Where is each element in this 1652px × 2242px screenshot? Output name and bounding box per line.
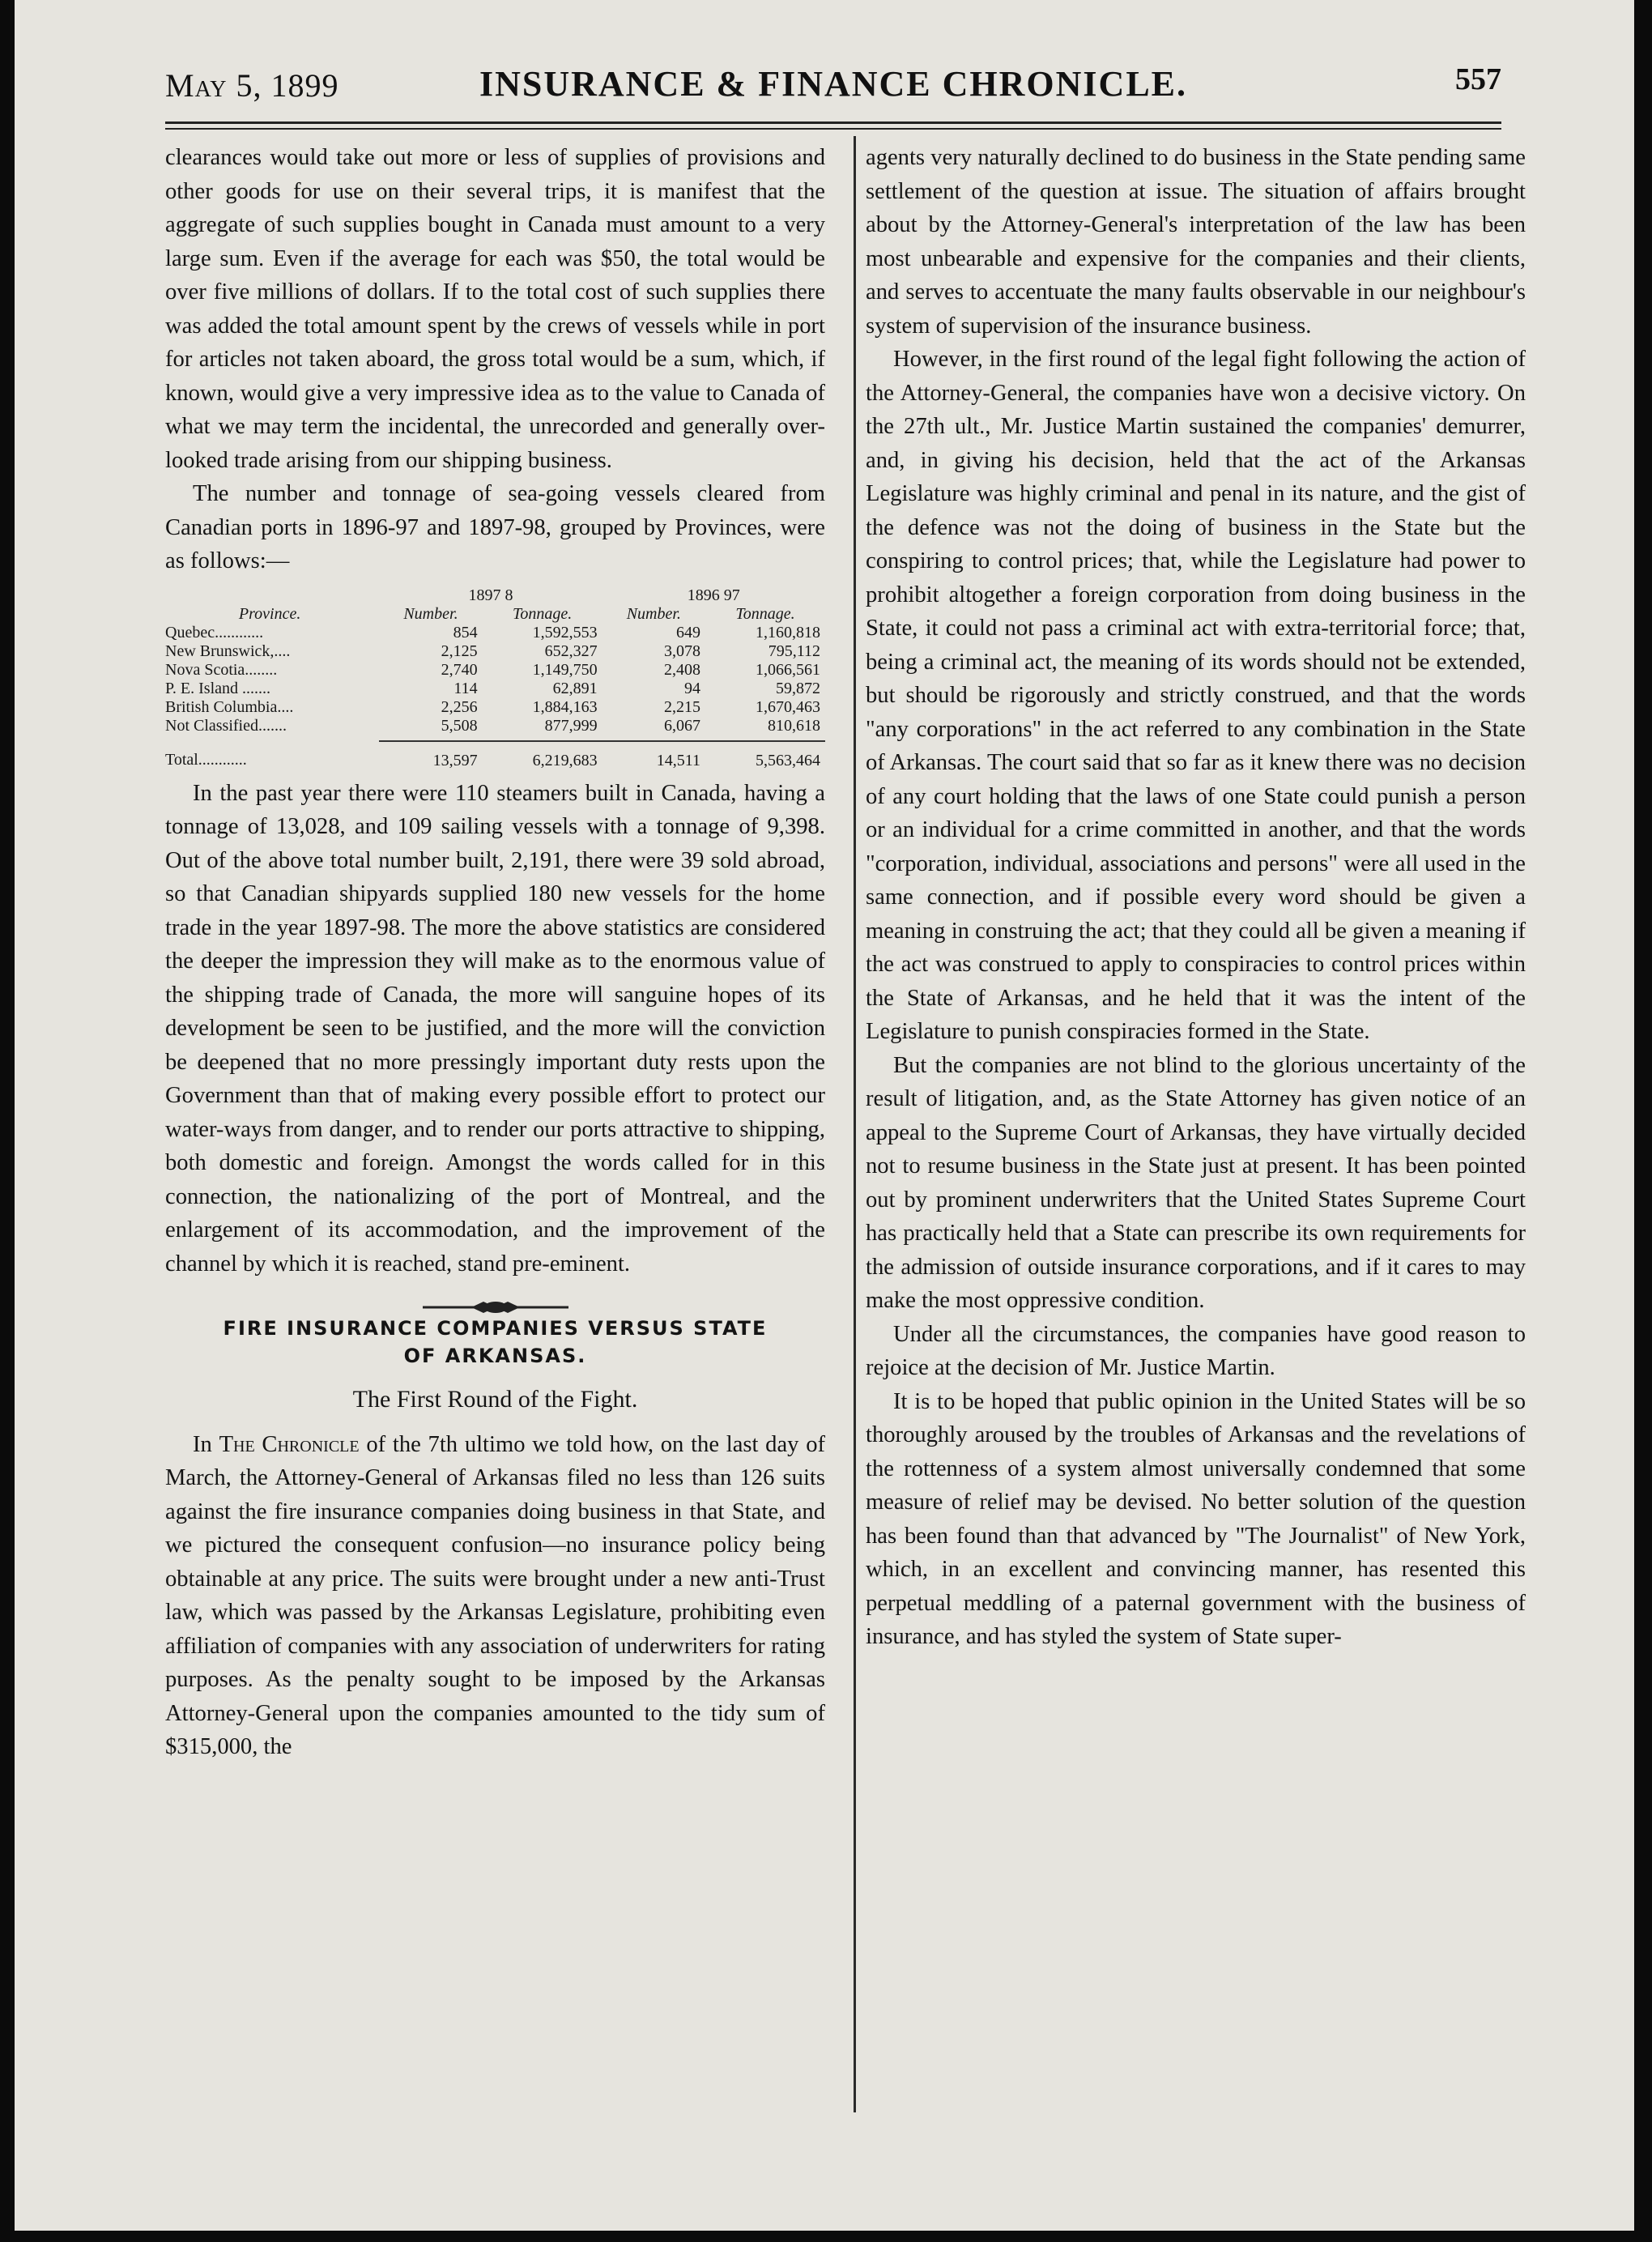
issue-date: May 5, 1899 — [165, 67, 339, 104]
table-header-number: Number. — [403, 604, 458, 623]
table-header-province: Province. — [238, 604, 301, 623]
table-header-number: Number. — [626, 604, 681, 623]
section-ornament-icon — [165, 1292, 825, 1308]
article-heading-line-1: FIRE INSURANCE COMPANIES VERSUS STATE — [223, 1317, 768, 1340]
right-paragraph-4: Under all the circumstances, the companies have good reason to rejoice at the decision of Mr. Justice Martin. — [866, 1321, 1526, 1380]
table-row: Nova Scotia........ 2,740 1,149,750 2,408 1,066,561 — [165, 660, 820, 679]
left-paragraph-2: The number and tonnage of sea-going vessels cleared from Canadian ports in 1896-97 and 1897-98, grouped by Provinces, were as follows:— — [165, 481, 825, 573]
table-row: Quebec............ 854 1,592,553 649 1,160,818 — [165, 623, 820, 641]
article-subheading: The First Round of the Fight. — [352, 1386, 638, 1413]
table-header-tonnage: Tonnage. — [735, 604, 795, 623]
publication-title: INSURANCE & FINANCE CHRONICLE. — [479, 64, 1188, 104]
header-rule-thin — [165, 128, 1501, 130]
left-column — [165, 141, 825, 1764]
table-row: P. E. Island ....... 114 62,891 94 59,872 — [165, 679, 820, 697]
page-number: 557 — [1455, 62, 1501, 96]
page-header — [165, 42, 1501, 115]
table-row: British Columbia.... 2,256 1,884,163 2,215 1,670,463 — [165, 697, 820, 716]
table-row: New Brunswick,.... 2,125 652,327 3,078 795,112 — [165, 641, 820, 660]
table-year-1897-98: 1897 8 — [468, 586, 513, 604]
table-header-tonnage: Tonnage. — [513, 604, 573, 623]
left-paragraph-3: In the past year there were 110 steamers built in Canada, having a tonnage of 13,028, and 109 sailing vessels with a tonnage of 9,398. Out of the above total number built, 2,191, there were 39 sold abroad, so that Canadian shipyards supplied 180 new vessels for the home trade in the year 1897-98. The more the above statistics are considered the deeper the impression they will make as to the enormous value of the shipping trade of Canada, the more will sanguine hopes of its development be seen to be justified, and the more will the conviction be deepened that no more pressingly important duty rests upon the Government than that of making every possible effort to protect our water-ways from danger, and to render our ports attractive to shipping, both domestic and foreign. Amongst the words called for in this connection, the nationalizing of the port of Montreal, and the enlargement of its accommodation, and the improvement of the channel by which it is reached, stand pre-eminent. — [165, 780, 825, 1277]
right-paragraph-2: However, in the first round of the legal fight following the action of the Attorney-General, the companies have won a decisive victory. On the 27th ult., Mr. Justice Martin sustained the companies' demurrer, and, in giving his decision, held that the act of the Arkansas Legislature was highly criminal and penal in its nature, and the gist of the defence was not the doing of business in the State but the conspiring to control prices; that, while the Legislature had power to prohibit altogether a foreign corporation from doing business in the State, it could not pass a criminal act with extra-territorial force; that, being a criminal act, the meaning of its words should not be extended, but should be rigorously and strictly construed, and that the words "any corporations" in the act referred to any combination in the State of Arkansas. The court said that so far as it knew there was no decision of any court holding that the laws of one State could punish a person or an individual for a crime committed in another, and that the words "corporation, individual, associations and persons" were all used in the same connection, and if possible every word should be given a meaning in construing the act; that they could all be given a meaning if the act was construed to apply to conspiracies to control prices within the State of Arkansas, and he held that it was the intent of the Legislature to punish conspiracies formed in the State. — [866, 347, 1526, 1044]
table-total-row: Total............ 13,597 6,219,683 14,511 5,563,464 — [165, 751, 820, 769]
newspaper-page — [15, 0, 1634, 2231]
table-sum-rule — [165, 735, 825, 741]
left-paragraph-1: clearances would take out more or less of supplies of provisions and other goods for use on their several trips, it is manifest that the aggregate of such supplies bought in Canada must amount to a very large sum. Even if the average for each was $50, the total would be over five millions of dollars. If to the total cost of such supplies there was added the total amount spent by the crews of vessels while in port for articles not taken aboard, the gross total would be a sum, which, if known, would give a very impressive idea as to the value to Canada of what we may term the incidental, the unrecorded and generally over-looked trade arising from our shipping business. — [165, 145, 825, 473]
right-paragraph-5: It is to be hoped that public opinion in the United States will be so thoroughly aroused by the troubles of Arkansas and the revelations of the rottenness of a system almost universally condemned that some measure of relief may be devised. No better solution of the question has been found than that advanced by "The Journalist" of New York, which, in an excellent and convincing manner, has resented this perpetual meddling of a paternal government with the business of insurance, and has styled the system of State super- — [866, 1388, 1526, 1649]
table-row: Not Classified....... 5,508 877,999 6,067 810,618 — [165, 716, 820, 735]
article-heading — [165, 1315, 825, 1370]
right-column — [866, 141, 1526, 1654]
right-paragraph-3: But the companies are not blind to the glorious uncertainty of the result of litigation, and, as the State Attorney has given notice of an appeal to the Supreme Court of Arkansas, they have virtually decided not to resume business in the State just at present. It has been pointed out by prominent underwriters that the United States Supreme Court has practically held that a State can prescribe its own requirements for the admission of outside insurance corporations, and if it cares to may make the most oppressive condition. — [866, 1052, 1526, 1313]
table-year-1896-97: 1896 97 — [687, 586, 740, 604]
right-paragraph-1: agents very naturally declined to do business in the State pending same settlement of the question at issue. The situation of affairs brought about by the Attorney-General's interpretation of the law has been most unbearable and expensive for the companies and their clients, and serves to accentuate the many faults observable in our neighbour's system of supervision of the insurance business. — [866, 145, 1526, 339]
chronicle-reference: The Chronicle — [219, 1431, 360, 1457]
article-heading-line-2: OF ARKANSAS. — [403, 1345, 587, 1367]
vessel-clearance-table — [165, 586, 825, 770]
column-divider — [854, 136, 856, 2112]
header-rule — [165, 121, 1501, 124]
left-paragraph-4: In The Chronicle of the 7th ultimo we told how, on the last day of March, the Attorney-General of Arkansas filed no less than 126 suits against the fire insurance companies doing business in that State, and we pictured the consequent confusion—no insurance policy being obtainable at any price. The suits were brought under a new anti-Trust law, which was passed by the Arkansas Legislature, prohibiting even affiliation of companies with any association of underwriters for rating purposes. As the penalty sought to be imposed by the Arkansas Attorney-General upon the companies amounted to the tidy sum of $315,000, the — [165, 1431, 826, 1759]
